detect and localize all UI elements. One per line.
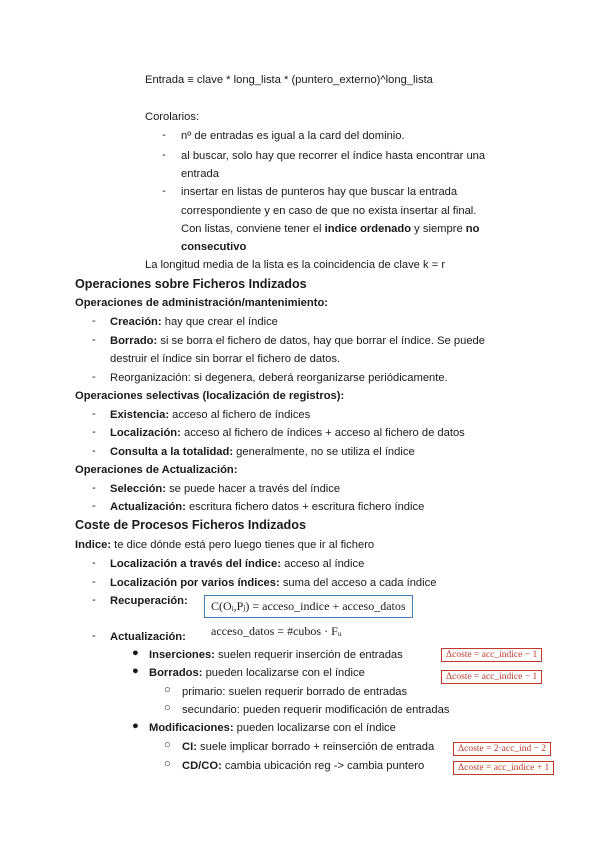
- borrado-item-cont: destruir el índice sin borrar el fichero de datos.: [110, 353, 341, 365]
- bullet-dash: -: [92, 371, 96, 383]
- modificaciones-item: Modificaciones: pueden localizarse con el índice: [149, 722, 396, 734]
- corolario-1: nº de entradas es igual a la card del dominio.: [181, 130, 405, 142]
- admin-heading: Operaciones de administración/mantenimiento:: [75, 297, 329, 309]
- cdco-item: CD/CO: cambia ubicación reg -> cambia puntero: [182, 760, 425, 772]
- reorg-item: Reorganización: si degenera, deberá reorganizarse periódicamente.: [110, 372, 448, 384]
- formula-line: Entrada ≡ clave * long_lista * (puntero_externo)^long_lista: [145, 74, 433, 86]
- primario-item: primario: suelen requerir borrado de entradas: [182, 686, 408, 698]
- bullet-circle: ○: [164, 758, 171, 770]
- corolario-2a: al buscar, solo hay que recorrer el índice hasta encontrar una: [181, 150, 486, 162]
- bullet-dash: -: [92, 408, 96, 420]
- recuperacion-item: Recuperación:: [110, 595, 188, 607]
- coste-heading: Coste de Procesos Ficheros Indizados: [75, 518, 306, 532]
- bullet-dash: -: [162, 129, 166, 141]
- bullet-dot: ●: [132, 665, 139, 677]
- bullet-dash: -: [162, 185, 166, 197]
- delta-box-cdco: Δcoste = acc_índice + 1: [453, 761, 554, 775]
- corolario-3c: Con listas, conviene tener el indice ordenado y siempre no: [181, 223, 480, 235]
- bullet-dash: -: [92, 445, 96, 457]
- delta-box-ci: Δcoste = 2·acc_ind − 2: [453, 742, 551, 756]
- bullet-dash: -: [92, 500, 96, 512]
- seleccion-item: Selección: se puede hacer a través del índice: [110, 483, 341, 495]
- bullet-dash: -: [92, 334, 96, 346]
- indice-line: Indice: te dice dónde está pero luego tienes que ir al fichero: [75, 539, 375, 551]
- bullet-dash: -: [92, 426, 96, 438]
- bullet-circle: ○: [164, 684, 171, 696]
- inserciones-item: Inserciones: suelen requerir inserción de entradas: [149, 649, 403, 661]
- delta-box-inserciones: Δcoste = acc_índice − 1: [441, 648, 542, 662]
- bullet-dot: ●: [132, 647, 139, 659]
- bullet-dot: ●: [132, 720, 139, 732]
- bullet-dash: -: [92, 557, 96, 569]
- selectivas-heading: Operaciones selectivas (localización de registros):: [75, 390, 345, 402]
- existencia-item: Existencia: acceso al fichero de índices: [110, 409, 311, 421]
- corolarios-title: Corolarios:: [145, 111, 200, 123]
- actualizacion-item: Actualización: escritura fichero datos + escritura fichero índice: [110, 501, 425, 513]
- borrados-item: Borrados: pueden localizarse con el índice: [149, 667, 365, 679]
- bullet-circle: ○: [164, 702, 171, 714]
- bullet-dash: -: [92, 576, 96, 588]
- borrado-item: Borrado: si se borra el fichero de datos, hay que borrar el índice. Se puede: [110, 335, 485, 347]
- bullet-dash: -: [162, 149, 166, 161]
- localizacion-item: Localización: acceso al fichero de índices + acceso al fichero de datos: [110, 427, 465, 439]
- corolario-3b: correspondiente y en caso de que no exista insertar al final.: [181, 205, 477, 217]
- loc-varios-item: Localización por varios índices: suma del acceso a cada índice: [110, 577, 437, 589]
- bullet-dash: -: [92, 482, 96, 494]
- corolario-3a: insertar en listas de punteros hay que buscar la entrada: [181, 186, 458, 198]
- loc-indice-item: Localización a través del índice: acceso al índice: [110, 558, 365, 570]
- actualizacion-heading: Operaciones de Actualización:: [75, 464, 238, 476]
- ops-heading: Operaciones sobre Ficheros Indizados: [75, 277, 307, 291]
- bullet-dash: -: [92, 315, 96, 327]
- corolario-2b: entrada: [181, 168, 219, 180]
- secundario-item: secundario: pueden requerir modificación de entradas: [182, 704, 450, 716]
- delta-box-borrados: Δcoste = acc_índice − 1: [441, 670, 542, 684]
- longitud-media: La longitud media de la lista es la coincidencia de clave k = r: [145, 259, 446, 271]
- corolario-3d: consecutivo: [181, 241, 247, 253]
- creacion-item: Creación: hay que crear el índice: [110, 316, 278, 328]
- formula-box: C(Oᵢ,Pⱼ) = acceso_indice + acceso_datos: [204, 595, 413, 618]
- bullet-dash: -: [92, 630, 96, 642]
- bullet-dash: -: [92, 594, 96, 606]
- bullet-circle: ○: [164, 739, 171, 751]
- actualizacion-coste-item: Actualización:: [110, 631, 186, 643]
- consulta-item: Consulta a la totalidad: generalmente, no se utiliza el índice: [110, 446, 415, 458]
- formula-sub: acceso_datos = #cubos · Fᵤ: [211, 624, 342, 638]
- ci-item: CI: suele implicar borrado + reinserción de entrada: [182, 741, 435, 753]
